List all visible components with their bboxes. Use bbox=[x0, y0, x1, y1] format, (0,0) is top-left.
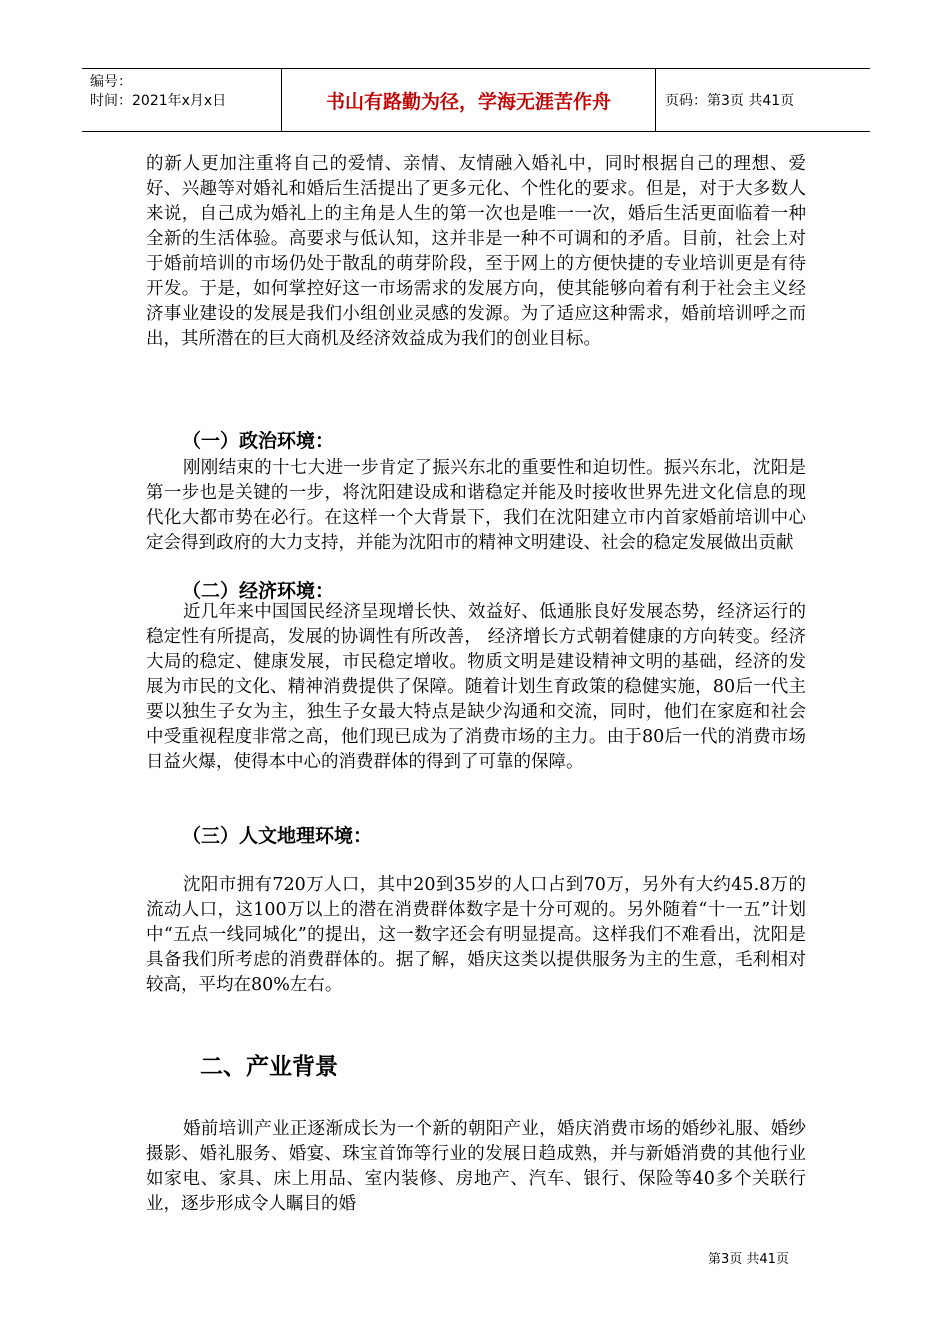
paragraph-cultural bbox=[146, 873, 806, 998]
header-page-info: 页码：第3页 共41页 bbox=[665, 93, 795, 109]
paragraph-text: 的新人更加注重将自己的爱情、亲情、友情融入婚礼中，同时根据自己的理想、爱好、兴趣等对婚礼和婚后生活提出了更多元化、个性化的要求。但是，对于大多数人来说，自己成为婚礼上的主角是人生的第一次也是唯一一次，婚后生活更面临着一种全新的生活体验。高要求与低认知，这并非是一种不可调和的矛盾。目前，社会上对于婚前培训的市场仍处于散乱的萌芽阶段，至于网上的方便快捷的专业培训更是有待开发。于是，如何掌控好这一市场需求的发展方向，使其能够向着有利于社会主义经济事业建设的发展是我们小组创业灵感的发源。为了适应这种需求，婚前培训呼之而出，其所潜在的巨大商机及经济效益成为我们的创业目标。 bbox=[146, 154, 806, 349]
paragraph-text: 婚前培训产业正逐渐成长为一个新的朝阳产业，婚庆消费市场的婚纱礼服、婚纱摄影、婚礼服务、婚宴、珠宝首饰等行业的发展日趋成熟，并与新婚消费的其他行业如家电、家具、床上用品、室内装修、房地产、汽车、银行、保险等40多个关联行业，逐步形成令人瞩目的婚 bbox=[146, 1119, 806, 1214]
code-label: 编号： bbox=[90, 74, 132, 90]
paragraph-text: 沈阳市拥有720万人口，其中20到35岁的人口占到70万，另外有大约45.8万的流动人口，这100万以上的潜在消费群体数字是十分可观的。另外随着“十一五”计划中“五点一线同城化”的提出，这一数字还会有明显提高。这样我们不难看出，沈阳是具备我们所考虑的消费群体的。据了解，婚庆这类以提供服务为主的生意，毛利相对较高，平均在80%左右。 bbox=[146, 875, 806, 995]
heading-economic-environment: （二）经济环境： bbox=[182, 580, 335, 602]
header-meta-cell bbox=[82, 69, 282, 131]
header-motto: 书山有路勤为径，学海无涯苦作舟 bbox=[282, 69, 656, 131]
paragraph-political bbox=[146, 456, 806, 556]
paragraph-text: 刚刚结束的十七大进一步肯定了振兴东北的重要性和迫切性。振兴东北，沈阳是第一步也是关键的一步，将沈阳建设成和谐稳定并能及时接收世界先进文化信息的现代化大都市势在必行。在这样一个大背景下，我们在沈阳建立市内首家婚前培训中心定会得到政府的大力支持，并能为沈阳市的精神文明建设、社会的稳定发展做出贡献 bbox=[146, 458, 806, 553]
paragraph-intro bbox=[146, 152, 806, 352]
paragraph-economic bbox=[146, 600, 806, 775]
date-label: 时间：2021年x月x日 bbox=[90, 93, 227, 109]
section-title-industry-background: 二、产业背景 bbox=[200, 1054, 338, 1080]
heading-political-environment: （一）政治环境： bbox=[182, 430, 335, 452]
heading-cultural-environment: （三）人文地理环境： bbox=[182, 825, 373, 847]
paragraph-industry bbox=[146, 1117, 806, 1217]
page-header bbox=[82, 68, 870, 132]
paragraph-text: 近几年来中国国民经济呈现增长快、效益好、低通胀良好发展态势，经济运行的稳定性有所提高，发展的协调性有所改善， 经济增长方式朝着健康的方向转变。经济大局的稳定、健康发展，市民稳定增收。物质文明是建设精神文明的基础，经济的发展为市民的文化、精神消费提供了保障。随着计划生育政策的稳健实施，80后一代主要以独生子女为主，独生子女最大特点是缺少沟通和交流，同时，他们在家庭和社会中受重视程度非常之高，他们现已成为了消费市场的主力。由于80后一代的消费市场日益火爆，使得本中心的消费群体的得到了可靠的保障。 bbox=[146, 602, 806, 772]
page-footer: 第3页 共41页 bbox=[708, 1252, 789, 1267]
